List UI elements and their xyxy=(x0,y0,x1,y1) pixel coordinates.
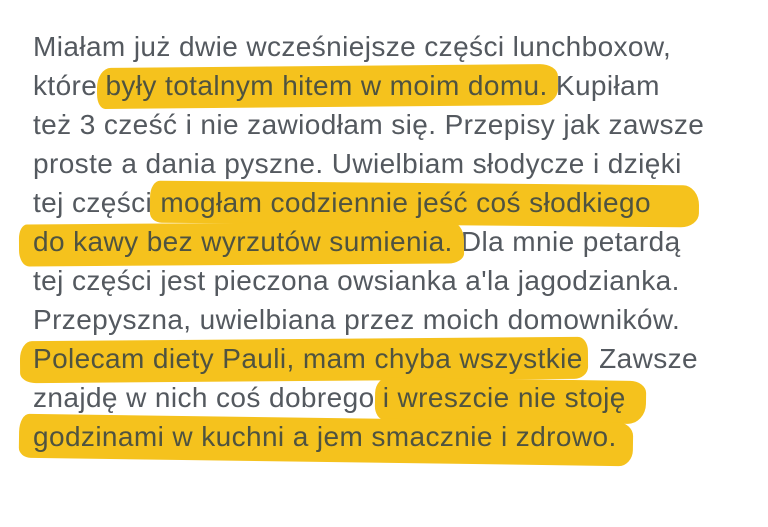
review-line xyxy=(33,378,753,417)
highlighted-phrase: do kawy bez wyrzutów sumienia. xyxy=(33,226,453,257)
text-segment: Dla mnie petardą xyxy=(452,226,681,257)
text-segment: też 3 cześć i nie zawiodłam się. Przepisy jak zawsze xyxy=(33,109,705,140)
text-segment: tej części xyxy=(33,187,161,218)
review-line xyxy=(33,66,753,105)
text-segment: proste a dania pyszne. Uwielbiam słodycze i dzięki xyxy=(33,148,682,179)
review-line xyxy=(33,300,753,339)
highlighted-phrase: Polecam diety Pauli, mam chyba wszystkie xyxy=(33,343,583,374)
text-segment: znajdę w nich coś dobrego xyxy=(33,382,383,413)
review-line xyxy=(33,27,753,66)
review-line xyxy=(33,339,753,378)
review-line xyxy=(33,222,753,261)
review-line xyxy=(33,417,753,456)
text-segment: . Zawsze xyxy=(582,343,698,374)
review-text-block xyxy=(33,27,753,456)
highlighted-phrase: godzinami w kuchni a jem smacznie i zdrowo. xyxy=(33,421,617,452)
text-segment: Miałam już dwie wcześniejsze części lunchboxow, xyxy=(33,31,672,62)
review-line xyxy=(33,261,753,300)
text-segment: tej części jest pieczona owsianka a'la jagodzianka. xyxy=(33,265,680,296)
highlighted-phrase: były totalnym hitem w moim domu. xyxy=(105,70,548,101)
text-segment: Kupiłam xyxy=(547,70,660,101)
review-line xyxy=(33,105,753,144)
highlighted-phrase: mogłam codziennie jeść coś słodkiego xyxy=(160,187,651,218)
text-segment: które xyxy=(33,70,106,101)
text-segment: Przepyszna, uwielbiana przez moich domowników. xyxy=(33,304,681,335)
review-line xyxy=(33,144,753,183)
review-line xyxy=(33,183,753,222)
highlighted-phrase: i wreszcie nie stoję xyxy=(382,382,626,413)
